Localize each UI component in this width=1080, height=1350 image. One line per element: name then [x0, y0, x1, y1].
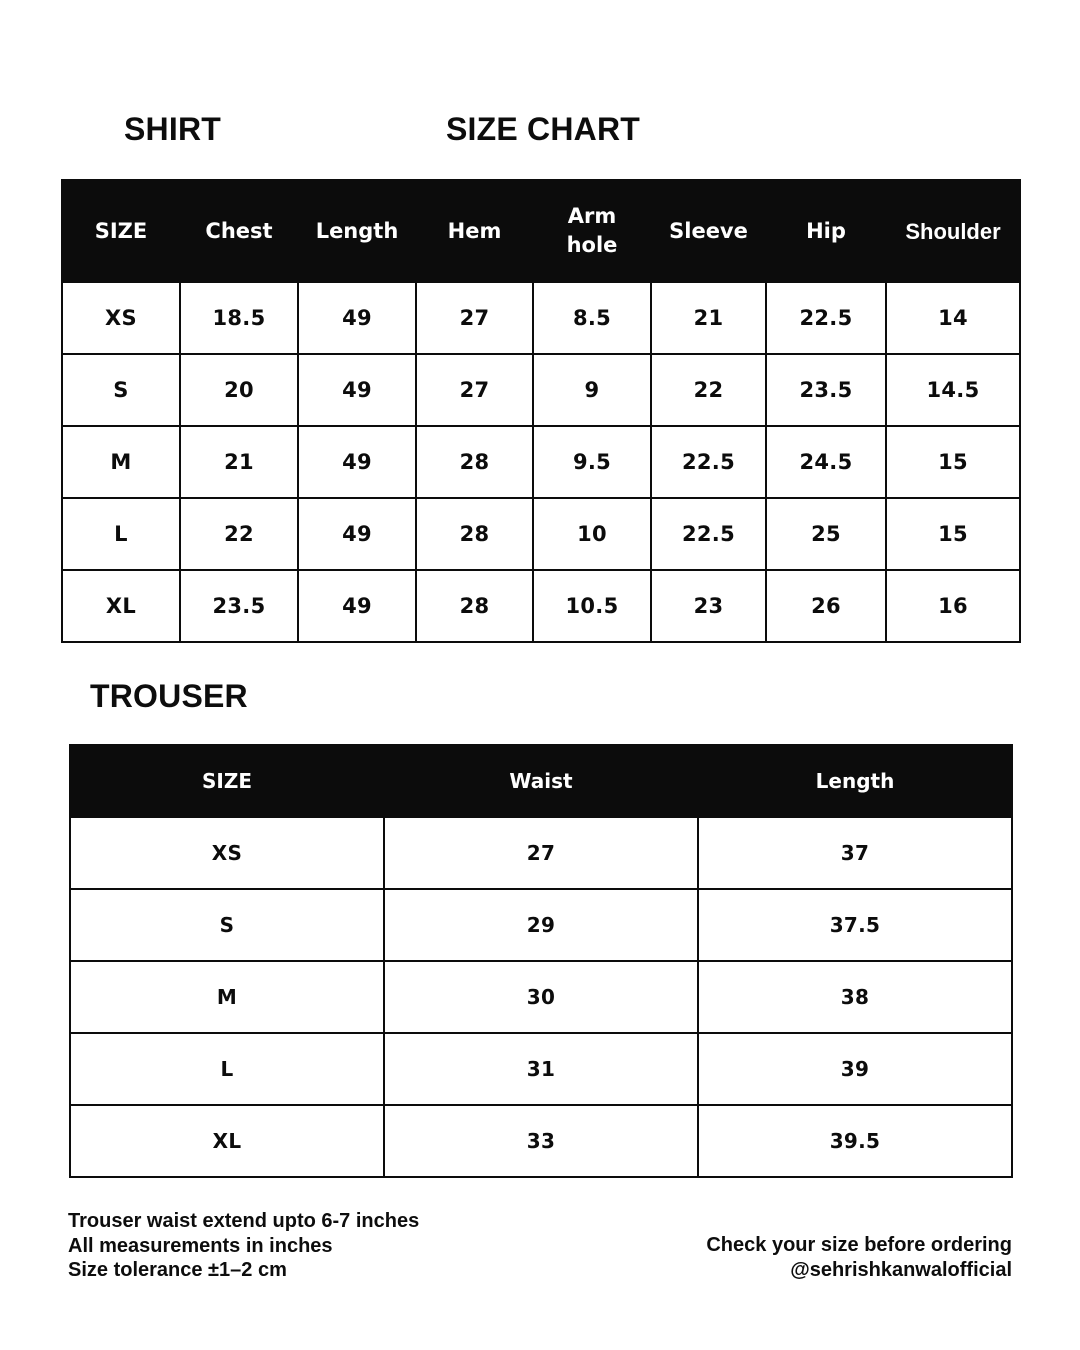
- shirt-value-cell: 9.5: [533, 426, 651, 498]
- shirt-value-cell: 27: [416, 282, 533, 354]
- shirt-header-hip: Hip: [766, 180, 886, 282]
- shirt-value-cell: 15: [886, 498, 1020, 570]
- trouser-title: TROUSER: [90, 678, 248, 714]
- shirt-value-cell: 28: [416, 570, 533, 642]
- shirt-value-cell: 21: [651, 282, 766, 354]
- shirt-value-cell: 27: [416, 354, 533, 426]
- shirt-title: SHIRT: [124, 111, 221, 147]
- trouser-header-row: [70, 745, 1012, 817]
- shirt-size-table: [61, 179, 1021, 643]
- note-waist-extend: Trouser waist extend upto 6-7 inches: [68, 1210, 420, 1232]
- trouser-value-cell: 30: [384, 961, 698, 1033]
- note-check-size: Check your size before ordering: [706, 1234, 1012, 1256]
- shirt-value-cell: 10: [533, 498, 651, 570]
- trouser-value-cell: 31: [384, 1033, 698, 1105]
- trouser-value-cell: 27: [384, 817, 698, 889]
- note-size-tolerance: Size tolerance ±1–2 cm: [68, 1259, 287, 1281]
- shirt-value-cell: 15: [886, 426, 1020, 498]
- trouser-row: [70, 1033, 1012, 1105]
- trouser-size-cell: M: [70, 961, 384, 1033]
- trouser-size-cell: L: [70, 1033, 384, 1105]
- notes-left: [68, 1209, 419, 1283]
- trouser-size-cell: XS: [70, 817, 384, 889]
- trouser-row: [70, 889, 1012, 961]
- trouser-value-cell: 39.5: [698, 1105, 1012, 1177]
- shirt-value-cell: 21: [180, 426, 298, 498]
- brand-handle: @sehrishkanwalofficial: [790, 1258, 1012, 1281]
- shirt-row: [62, 282, 1020, 354]
- shirt-value-cell: 28: [416, 426, 533, 498]
- shirt-size-cell: S: [62, 354, 180, 426]
- note-measurement-unit: All measurements in inches: [68, 1234, 333, 1257]
- shirt-value-cell: 23.5: [180, 570, 298, 642]
- trouser-value-cell: 37.5: [698, 889, 1012, 961]
- shirt-row: [62, 498, 1020, 570]
- shirt-value-cell: 23.5: [766, 354, 886, 426]
- shirt-header-length: Length: [298, 180, 416, 282]
- shirt-value-cell: 20: [180, 354, 298, 426]
- shirt-value-cell: 49: [298, 282, 416, 354]
- shirt-value-cell: 14.5: [886, 354, 1020, 426]
- shirt-value-cell: 18.5: [180, 282, 298, 354]
- shirt-value-cell: 28: [416, 498, 533, 570]
- shirt-value-cell: 10.5: [533, 570, 651, 642]
- trouser-row: [70, 1105, 1012, 1177]
- trouser-size-cell: XL: [70, 1105, 384, 1177]
- shirt-value-cell: 49: [298, 498, 416, 570]
- notes-right: [706, 1233, 1012, 1282]
- trouser-value-cell: 39: [698, 1033, 1012, 1105]
- shirt-value-cell: 22.5: [651, 498, 766, 570]
- trouser-value-cell: 33: [384, 1105, 698, 1177]
- shirt-value-cell: 49: [298, 426, 416, 498]
- shirt-value-cell: 22: [180, 498, 298, 570]
- trouser-value-cell: 29: [384, 889, 698, 961]
- shirt-value-cell: 49: [298, 570, 416, 642]
- size-chart-title: SIZE CHART: [446, 111, 640, 147]
- shirt-header-sleeve: Sleeve: [651, 180, 766, 282]
- trouser-row: [70, 817, 1012, 889]
- shirt-value-cell: 26: [766, 570, 886, 642]
- shirt-size-cell: M: [62, 426, 180, 498]
- trouser-header-waist: Waist: [384, 745, 698, 817]
- shirt-size-cell: XL: [62, 570, 180, 642]
- trouser-header-size: SIZE: [70, 745, 384, 817]
- shirt-header-armhole-label: Arm hole: [566, 204, 618, 257]
- trouser-size-table: [69, 744, 1013, 1178]
- shirt-value-cell: 14: [886, 282, 1020, 354]
- shirt-header-size: SIZE: [62, 180, 180, 282]
- shirt-header-row: [62, 180, 1020, 282]
- shirt-size-cell: L: [62, 498, 180, 570]
- shirt-header-hem: Hem: [416, 180, 533, 282]
- shirt-value-cell: 22: [651, 354, 766, 426]
- shirt-value-cell: 23: [651, 570, 766, 642]
- shirt-value-cell: 22.5: [766, 282, 886, 354]
- shirt-value-cell: 49: [298, 354, 416, 426]
- shirt-row: [62, 354, 1020, 426]
- shirt-table-body: [62, 282, 1020, 642]
- shirt-value-cell: 25: [766, 498, 886, 570]
- trouser-row: [70, 961, 1012, 1033]
- shirt-row: [62, 426, 1020, 498]
- trouser-table-body: [70, 817, 1012, 1177]
- shirt-size-cell: XS: [62, 282, 180, 354]
- shirt-header-armhole: [533, 180, 651, 282]
- shirt-value-cell: 9: [533, 354, 651, 426]
- shirt-row: [62, 570, 1020, 642]
- trouser-size-cell: S: [70, 889, 384, 961]
- shirt-header-chest: Chest: [180, 180, 298, 282]
- shirt-value-cell: 22.5: [651, 426, 766, 498]
- trouser-header-length: Length: [698, 745, 1012, 817]
- shirt-value-cell: 8.5: [533, 282, 651, 354]
- shirt-value-cell: 16: [886, 570, 1020, 642]
- trouser-value-cell: 38: [698, 961, 1012, 1033]
- shirt-header-shoulder: Shoulder: [886, 180, 1020, 282]
- trouser-value-cell: 37: [698, 817, 1012, 889]
- shirt-value-cell: 24.5: [766, 426, 886, 498]
